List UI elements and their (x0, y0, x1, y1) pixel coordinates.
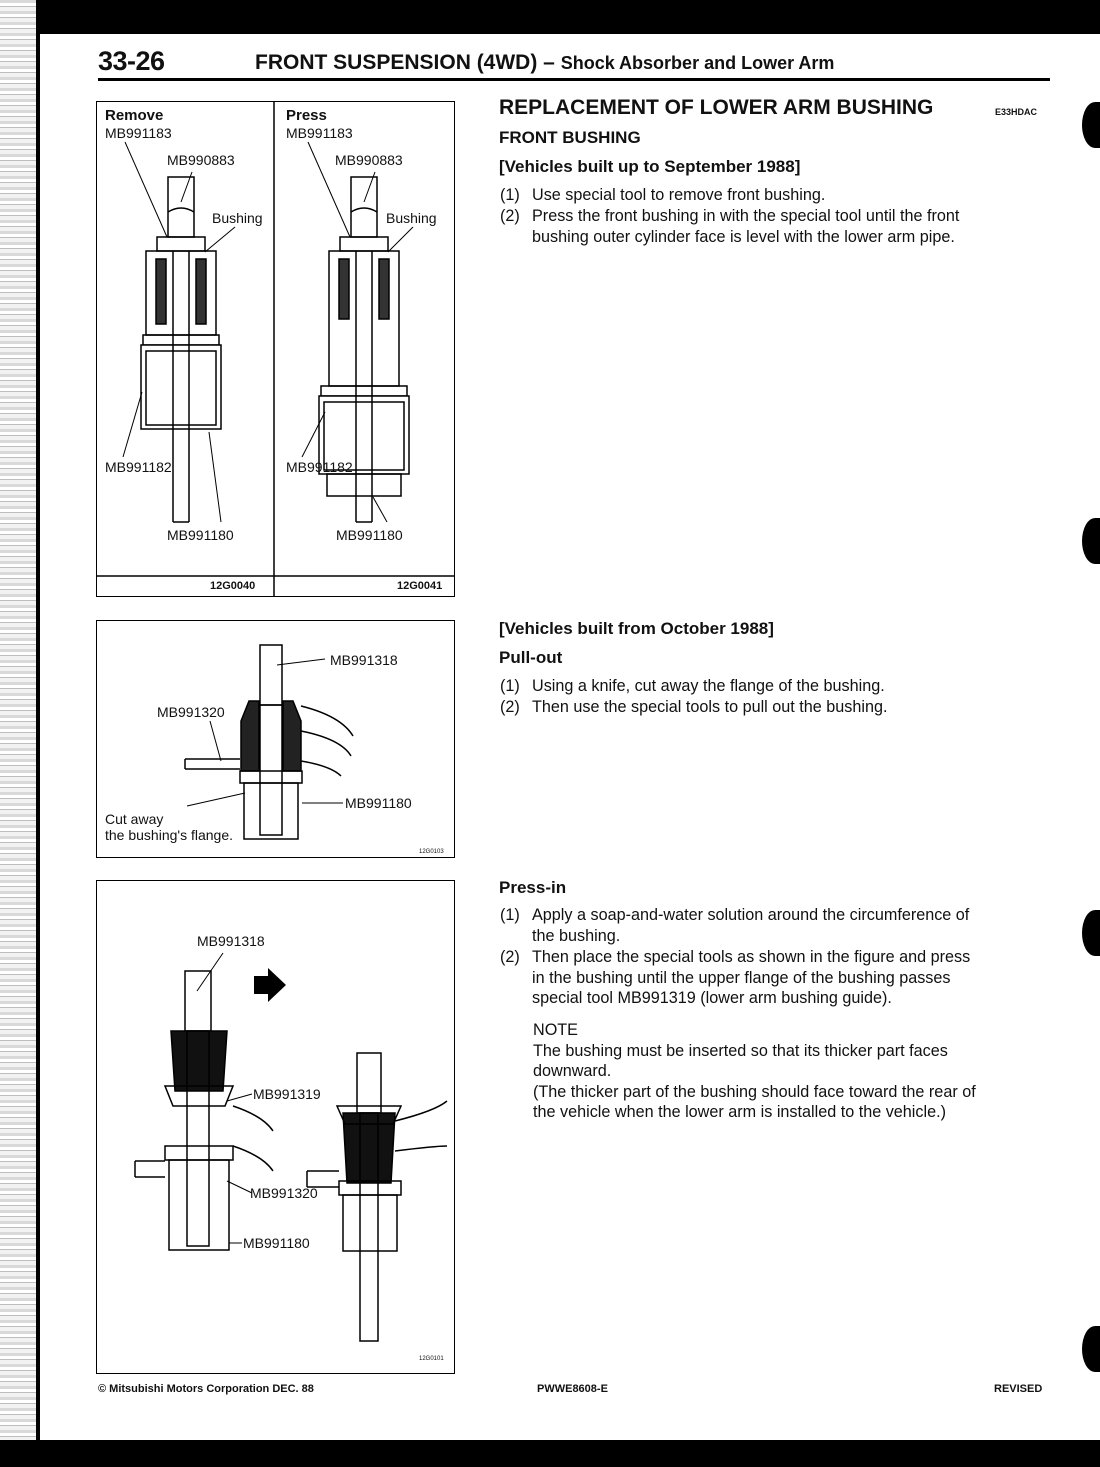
note-block (533, 1020, 976, 1123)
note-text: The bushing must be inserted so that its thicker part faces (533, 1041, 948, 1060)
bottom-scan-border (0, 1440, 1100, 1467)
step-number: (2) (500, 207, 520, 225)
pressin-step-2 (500, 947, 971, 1009)
bushing-tool-illustration (97, 102, 454, 596)
figure-pressin (96, 880, 455, 1374)
step-number: (2) (500, 698, 520, 716)
step-text: Use special tool to remove front bushing. (532, 186, 826, 204)
group1-step-2 (500, 206, 960, 247)
step-text: special tool MB991319 (lower arm bushing guide). (532, 989, 892, 1007)
group2-heading: [Vehicles built from October 1988] (499, 619, 774, 638)
page-number: 33-26 (98, 46, 165, 76)
pressin-tool-label: MB991320 (250, 1185, 318, 1201)
binding-edge (0, 0, 40, 1467)
pressin-tool-label: MB991180 (243, 1235, 310, 1251)
pullout-tool-label: MB991180 (345, 795, 412, 811)
pullout-tool-label: MB991320 (157, 704, 225, 720)
press-title: Press (286, 107, 327, 124)
step-text: the bushing. (532, 926, 621, 945)
pullout-figure-code: 12G0103 (419, 849, 444, 855)
step-text: in the bushing until the upper flange of the bushing passes (532, 968, 951, 987)
press-tool-label: MB991182 (286, 459, 353, 475)
cut-away-label: Cut away (105, 811, 164, 827)
note-text: the vehicle when the lower arm is installed to the vehicle.) (533, 1103, 946, 1121)
remove-figure-code: 12G0040 (210, 580, 256, 592)
group1-step-1 (500, 185, 826, 206)
cut-away-label: the bushing's flange. (105, 827, 233, 843)
step-number: (1) (500, 186, 520, 204)
step-text: Apply a soap-and-water solution around the circumference of (532, 906, 970, 924)
remove-bushing-label: Bushing (212, 210, 263, 226)
top-scan-border (0, 0, 1100, 34)
figure-pullout (96, 620, 455, 858)
remove-tool-label: MB990883 (167, 152, 235, 168)
arrow-right-icon (254, 968, 286, 1002)
footer-status: REVISED (994, 1383, 1043, 1395)
press-bushing-label: Bushing (386, 210, 437, 226)
binder-hole-mark (1082, 518, 1100, 564)
remove-tool-label: MB991180 (167, 527, 234, 543)
footer-copyright: © Mitsubishi Motors Corporation DEC. 88 (98, 1383, 314, 1395)
step-text: Then place the special tools as shown in the figure and press (532, 948, 971, 966)
pullout-step-2 (500, 697, 888, 718)
section-title-main: FRONT SUSPENSION (4WD) – (255, 51, 555, 74)
step-text: bushing outer cylinder face is level with the lower arm pipe. (532, 227, 955, 246)
step-number: (2) (500, 948, 520, 966)
footer-doc-code: PWWE8608-E (537, 1383, 608, 1395)
front-bushing-heading: FRONT BUSHING (499, 128, 641, 147)
heading-code: E33HDAC (995, 107, 1038, 117)
pullout-heading: Pull-out (499, 648, 563, 667)
step-number: (1) (500, 906, 520, 924)
note-text: (The thicker part of the bushing should face toward the rear of (533, 1082, 976, 1101)
step-text: Press the front bushing in with the special tool until the front (532, 207, 960, 225)
step-text: Then use the special tools to pull out the bushing. (532, 698, 888, 716)
main-heading: REPLACEMENT OF LOWER ARM BUSHING (499, 96, 934, 119)
press-figure-code: 12G0041 (397, 580, 443, 592)
pullout-tool-label: MB991318 (330, 652, 398, 668)
pullout-step-1 (500, 676, 885, 697)
pressin-tool-illustration (97, 881, 454, 1373)
group1-heading: [Vehicles built up to September 1988] (499, 157, 801, 176)
step-text: Using a knife, cut away the flange of the bushing. (532, 677, 885, 695)
step-number: (1) (500, 677, 520, 695)
press-tool-label: MB990883 (335, 152, 403, 168)
note-text: downward. (533, 1062, 612, 1080)
binder-hole-mark (1082, 102, 1100, 148)
press-tool-label: MB991183 (286, 125, 353, 141)
section-title (255, 51, 834, 75)
pressin-step-1 (500, 905, 970, 946)
binder-hole-mark (1082, 910, 1100, 956)
header-rule (98, 78, 1050, 81)
pressin-tool-label: MB991319 (253, 1086, 321, 1102)
subsection-title: Shock Absorber and Lower Arm (560, 53, 835, 73)
note-label: NOTE (533, 1021, 578, 1039)
figure-remove-press (96, 101, 455, 597)
remove-tool-label: MB991183 (105, 125, 172, 141)
pressin-figure-code: 12G0101 (419, 1356, 444, 1362)
pressin-tool-label: MB991318 (197, 933, 265, 949)
remove-title: Remove (105, 107, 164, 124)
binder-hole-mark (1082, 1326, 1100, 1372)
remove-tool-label: MB991182 (105, 459, 172, 475)
pressin-heading: Press-in (499, 878, 567, 897)
press-tool-label: MB991180 (336, 527, 403, 543)
